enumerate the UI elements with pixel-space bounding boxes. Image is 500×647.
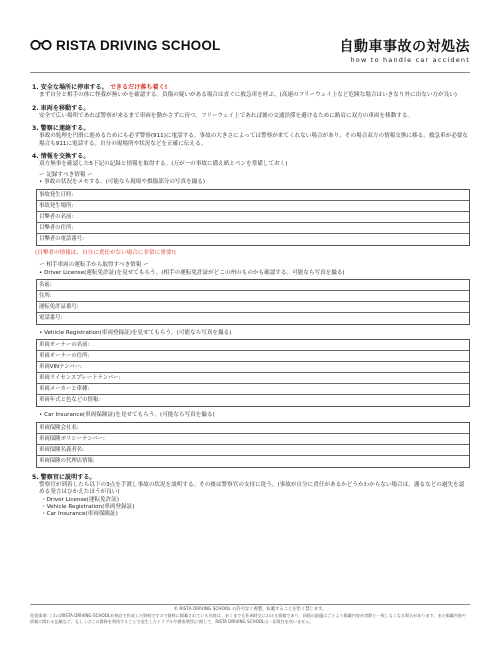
list-item: ・Vehicle Registration(車両登録証) — [41, 504, 135, 511]
form-field: 車両年式と色などの情報: — [39, 397, 101, 404]
footer-divider — [30, 604, 470, 605]
form-field: 車両保険名義者名: — [37, 445, 469, 456]
section-title: 3. 警察に連絡する。 — [32, 125, 90, 133]
license-form — [36, 279, 470, 325]
header-divider — [30, 72, 470, 73]
section-2 — [32, 105, 468, 121]
form-field: 住所: — [37, 291, 469, 302]
form-field: 車両保険会社名: — [37, 423, 469, 434]
section-title: 2. 車両を移動する。 — [32, 104, 90, 112]
logo — [30, 36, 221, 54]
registration-bullet: • Vehicle Registration(車両登録証)を見せてもらう。(可能なら写真を撮る) — [39, 330, 232, 336]
witness-note: (目撃者の情報は、自分に責任がない場合に非常に重要!) — [35, 249, 176, 256]
section-5 — [32, 474, 468, 519]
form-field: 目撃者の住所: — [37, 223, 469, 234]
section-title: 4. 情報を交換する。 — [32, 153, 90, 161]
form-field: 車両保険の代理店情報: — [39, 457, 95, 464]
section-title — [32, 84, 468, 92]
section-body: まず自分と相手の体に怪我が無いかを確認する。負傷の疑いがある場合は直ぐに救急車を呼ぶ。(高速のフリーウェイ上など危険な場合はいきなり外に出ない方が良い) — [39, 92, 457, 98]
form-field: 車両オーナーの名前: — [37, 340, 469, 351]
section-title-alert: できるだけ落ち着く! — [109, 84, 168, 91]
section-3 — [32, 125, 468, 148]
form-field: 目撃者の名前: — [37, 212, 469, 223]
section-title: 5. 警察官に説明する。 — [32, 473, 96, 481]
form-field: 車両保険ポリシーナンバー: — [37, 434, 469, 445]
registration-form — [36, 339, 470, 407]
form-field: 車両オーナーの住所: — [37, 351, 469, 362]
record-form — [36, 189, 470, 246]
form-field: 車両VINナンバー: — [37, 362, 469, 373]
form-field: 事故発生場所: — [37, 201, 469, 212]
section-body: 安全で広い場所であれば警察が来るまで車両を動かさずに待つ。フリーウェイ上であれば後の交通渋滞を避けるために路肩に双方の車両を移動する。 — [39, 112, 414, 119]
record-bullet: • 事故の状況をメモする。(可能なら現場や損傷部分の写真を撮る) — [39, 179, 206, 186]
form-field: 車両メーカーと車種: — [37, 384, 469, 395]
form-field: 目撃者の電話番号: — [39, 235, 84, 242]
section-1 — [32, 84, 468, 100]
record-heading: ー 記録すべき情報 ー — [39, 171, 93, 178]
insurance-form — [36, 422, 470, 468]
list-item: ・Driver License(運転免許証) — [41, 497, 120, 503]
other-driver-heading: ー 相手車両の運転手から取得すべき情報 ー — [39, 262, 149, 269]
logo-text: RISTA DRIVING SCHOOL — [56, 37, 221, 53]
header — [30, 36, 470, 66]
main-content — [32, 84, 468, 524]
form-field: 車両ライセンスプレートナンバー: — [37, 373, 469, 384]
insurance-bullet: • Car Insurance(車両保険証)を見せてもらう。(可能なら写真を撮る) — [39, 412, 215, 419]
section-body: 双方無事を確認した5下記の記録と情報を取得する。(万が一の事故に備え紙とペンを常備しておく) — [39, 161, 288, 168]
copyright-text: © RISTA DRIVING SCHOOL の許可なく複製、転載することを堅く禁じます。 — [173, 607, 327, 612]
page-title: 自動車事故の対処法 — [339, 39, 470, 55]
section-body: 事故の処理を円滑に進めるためにも必ず警察(911)に電話する。事故の大きさによっては警察が来てくれない場合があり、その場合双方の情報交換に移る。救急車が必要な場合も911に電話する。自分の現場所や状況などを正確に伝える。 — [39, 133, 468, 147]
license-bullet: • Driver License(運転免許証)を見せてもらう。(相手の運転免許証がどこの州のものかも確認する。可能なら写真を撮る) — [39, 269, 345, 276]
form-field: 電話番号: — [39, 315, 63, 321]
form-field: 事故発生日時: — [37, 190, 469, 201]
footer — [30, 607, 470, 625]
form-field: 運転免許証番号: — [37, 302, 469, 313]
form-field: 名前: — [37, 280, 469, 291]
section-title-text: 1. 安全な場所に停車する。 — [32, 84, 108, 91]
glasses-logo-icon — [30, 39, 52, 51]
section-body: 警察官が到着したら以下の3点を手渡し事故の状況を説明する。その後は警察官の支持に従う。(事故が自分に責任があるかどうかわからない場合は、謝るなどの過失を認める発言はひかえたほうが良い) — [39, 481, 465, 496]
list-item: ・Car Insurance(車両保険証) — [41, 511, 118, 518]
section-4 — [32, 153, 468, 467]
disclaimer-text: 免責事項: これはRISTA DRIVING SCHOOLが独自で作成した資料ですので資料に掲載されている内容は、あくまでも作成時点における情報であり、同情の最適はごとより掲載内容が実際と一致しなくなる場合があります。また掲載内容や情報に関わる記載など、もしくはこの資料を利用することで発生したトラブルや損害/損失に関して、RISTA DRIVING SCHOOLは一切責任を負いません。 — [30, 613, 467, 624]
page-subtitle: how to handle car accident — [350, 56, 470, 64]
